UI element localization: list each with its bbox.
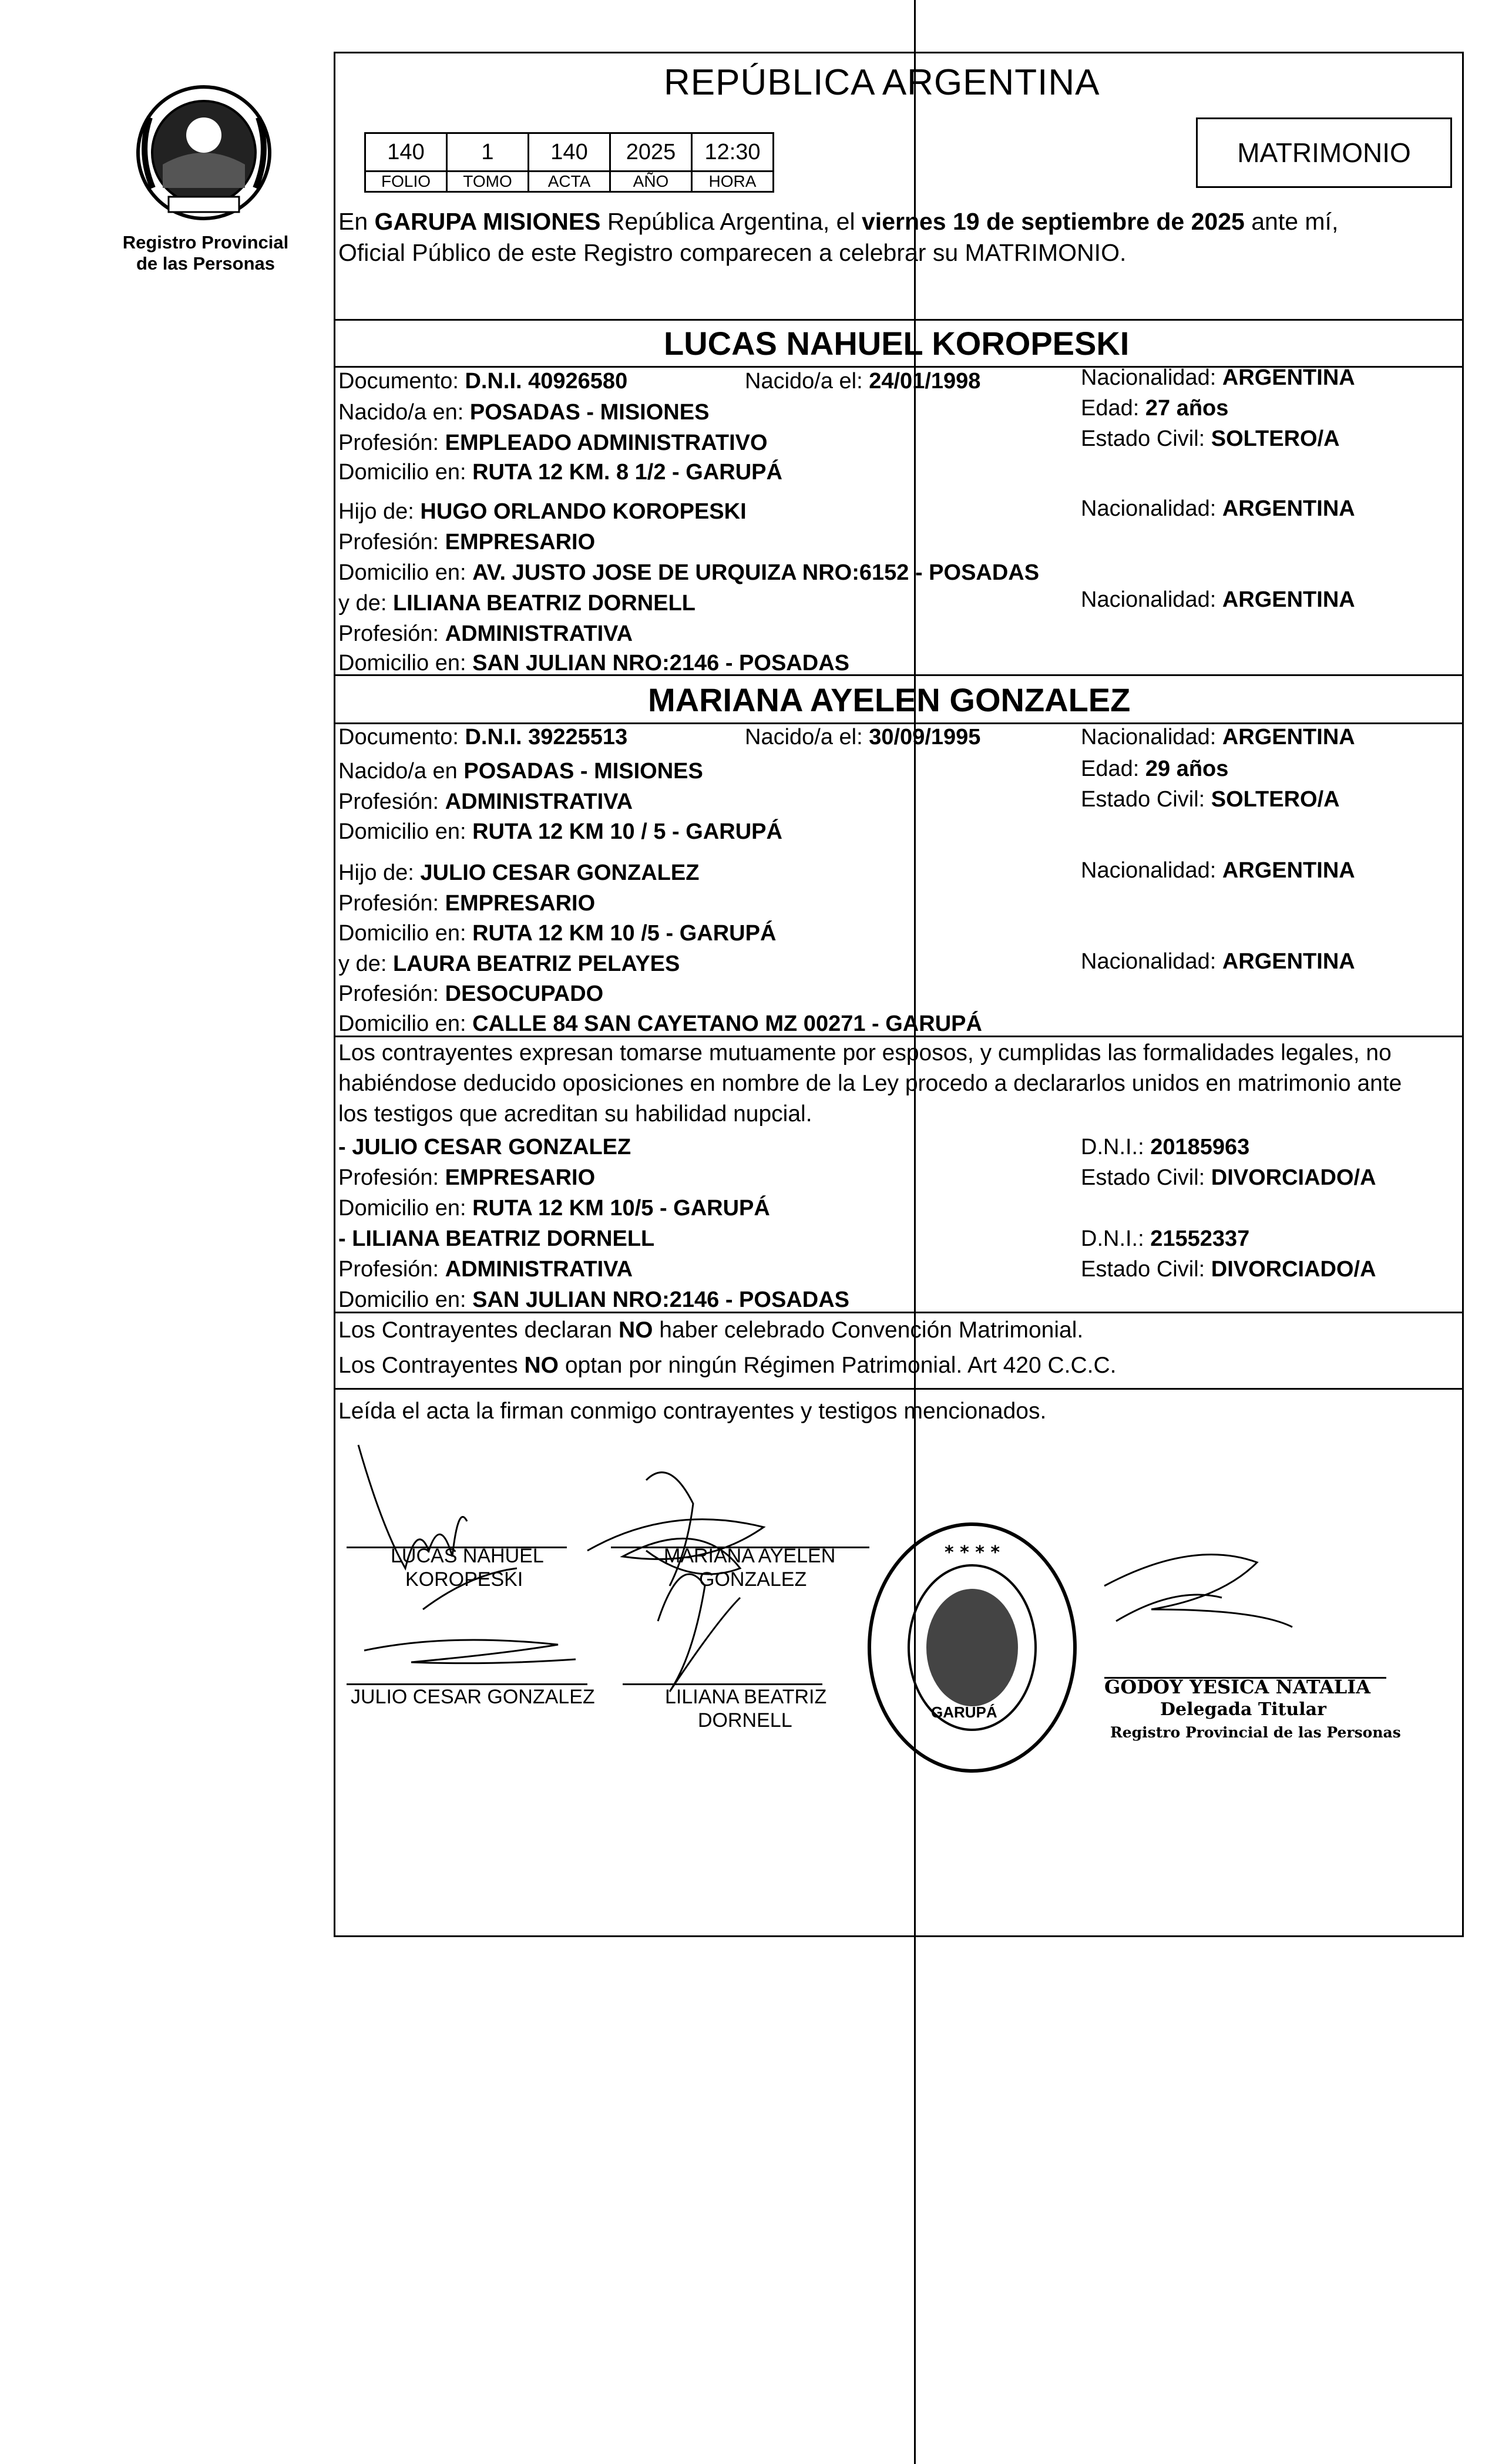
prof-label: Profesión: <box>338 981 445 1006</box>
spouse1-birth-row <box>745 367 980 396</box>
signature-official <box>1116 1595 1222 1621</box>
stamp-icon <box>861 1512 1084 1783</box>
doc-label: Documento: <box>338 725 465 749</box>
addr-label: Domicilio en: <box>338 560 473 585</box>
addr-label: Domicilio en: <box>338 460 473 485</box>
addr-label: Domicilio en: <box>338 921 473 946</box>
spouse2-nat-row <box>1081 722 1355 752</box>
nat-label: Nacionalidad: <box>1081 496 1222 521</box>
age-label: Edad: <box>1081 396 1145 421</box>
intro-line-1 <box>338 207 1338 236</box>
witness2-dni-row <box>1081 1224 1249 1253</box>
spouse1-father-nat: ARGENTINA <box>1222 496 1355 521</box>
svg-text:* * * *: * * * * <box>944 1542 1000 1563</box>
intro-text-b: República Argentina, el <box>600 208 862 235</box>
spouse2-age-row <box>1081 754 1228 784</box>
spouse2-civil-row <box>1081 785 1340 814</box>
spouse1-addr-row <box>338 458 782 487</box>
closing-text: Leída el acta la firman conmigo contrayentes y testigos mencionados. <box>338 1399 1047 1424</box>
year-value: 2025 <box>610 133 692 172</box>
spouse2-mother-addr-row <box>338 1009 982 1038</box>
mother-label: y de: <box>338 952 393 976</box>
convention-text: optan por ningún Régimen Patrimonial. Art 420 C.C.C. <box>559 1353 1117 1378</box>
spouse1-age-row <box>1081 394 1228 423</box>
convention-no: NO <box>618 1317 653 1343</box>
mother-label: y de: <box>338 591 393 616</box>
sig-liliana-line1: LILIANA BEATRIZ <box>665 1686 827 1708</box>
intro-text-c: ante mí, <box>1244 208 1339 235</box>
nat-label: Nacionalidad: <box>1081 949 1222 974</box>
spouse2-father-addr-row <box>338 919 776 948</box>
sig-julio: JULIO CESAR GONZALEZ <box>351 1686 595 1708</box>
stamp-bottom-text: GARUPÁ <box>931 1703 997 1721</box>
spouse1-mother-row <box>338 589 695 618</box>
spouse1-born: POSADAS - MISIONES <box>469 400 710 425</box>
spouse1-birth: 24/01/1998 <box>869 369 981 394</box>
spouse1-mother: LILIANA BEATRIZ DORNELL <box>392 591 696 616</box>
born-label: Nacido/a en <box>338 759 464 784</box>
spouse2-mother-nat: ARGENTINA <box>1222 949 1355 974</box>
spouse1-father-addr-row <box>338 558 1039 587</box>
dni-label: D.N.I.: <box>1081 1226 1151 1251</box>
spouse2-addr: RUTA 12 KM 10 / 5 - GARUPÁ <box>472 819 782 844</box>
addr-label: Domicilio en: <box>338 1288 473 1312</box>
folio-caption: FOLIO <box>365 172 447 192</box>
spouse1-father: HUGO ORLANDO KOROPESKI <box>420 499 747 524</box>
father-label: Hijo de: <box>338 499 421 524</box>
spouse2-father-nat-row <box>1081 856 1355 885</box>
intro-text-a: En <box>338 208 375 235</box>
nat-label: Nacionalidad: <box>1081 365 1222 390</box>
record-fields-table <box>364 132 774 193</box>
witness2-civil-row <box>1081 1255 1376 1284</box>
sig-liliana-line2: DORNELL <box>698 1709 792 1732</box>
hour-value: 12:30 <box>692 133 774 172</box>
spouse2-father-row <box>338 858 699 888</box>
divider <box>334 1388 1464 1390</box>
spouse1-prof: EMPLEADO ADMINISTRATIVO <box>445 431 768 455</box>
spouse1-nat: ARGENTINA <box>1222 365 1355 390</box>
nat-label: Nacionalidad: <box>1081 725 1222 749</box>
spouse1-mother-prof-row <box>338 619 633 648</box>
logo-caption-line2: de las Personas <box>136 253 275 274</box>
spouse2-mother-row <box>338 949 680 979</box>
spouse2-mother-prof-row <box>338 979 603 1009</box>
spouse1-addr: RUTA 12 KM. 8 1/2 - GARUPÁ <box>472 460 782 485</box>
prof-label: Profesión: <box>338 530 445 554</box>
spouse1-doc: D.N.I. 40926580 <box>465 369 628 394</box>
signature-mariana <box>646 1473 693 1586</box>
sig-mariana-line2: GONZALEZ <box>699 1568 807 1591</box>
spouse2-father-nat: ARGENTINA <box>1222 858 1355 883</box>
document-type-box: MATRIMONIO <box>1196 117 1452 188</box>
prof-label: Profesión: <box>338 1257 445 1282</box>
spouse1-mother-prof: ADMINISTRATIVA <box>445 621 633 646</box>
addr-label: Domicilio en: <box>338 1196 473 1221</box>
prof-label: Profesión: <box>338 1165 445 1190</box>
spouse1-civil-row <box>1081 424 1340 453</box>
spouse2-mother-prof: DESOCUPADO <box>445 981 604 1006</box>
spouse2-mother-nat-row <box>1081 947 1355 976</box>
doc-label: Documento: <box>338 369 465 394</box>
seal-icon <box>126 76 282 229</box>
addr-label: Domicilio en: <box>338 651 473 675</box>
witness1-civil: DIVORCIADO/A <box>1211 1165 1376 1190</box>
father-label: Hijo de: <box>338 860 421 885</box>
convention-no: NO <box>524 1353 559 1378</box>
logo-caption <box>115 232 297 274</box>
spouse2-mother: LAURA BEATRIZ PELAYES <box>392 952 680 976</box>
witness2-civil: DIVORCIADO/A <box>1211 1257 1376 1282</box>
civil-label: Estado Civil: <box>1081 787 1211 812</box>
born-label: Nacido/a en: <box>338 400 470 425</box>
witness2-name: - LILIANA BEATRIZ DORNELL <box>338 1226 655 1251</box>
spouse2-father: JULIO CESAR GONZALEZ <box>420 860 700 885</box>
witness1-dni-row <box>1081 1132 1249 1162</box>
acta-value: 140 <box>529 133 610 172</box>
spouse1-father-prof-row <box>338 527 595 557</box>
intro-place: GARUPA MISIONES <box>374 208 601 235</box>
birth-label: Nacido/a el: <box>745 369 869 394</box>
witness2-prof-row <box>338 1255 633 1284</box>
declaration-line-3: los testigos que acreditan su habilidad nupcial. <box>338 1101 812 1127</box>
spouse2-birth-row <box>745 722 980 752</box>
witness1-addr: RUTA 12 KM 10/5 - GARUPÁ <box>472 1196 770 1221</box>
signature-line <box>347 1683 587 1685</box>
witness2-prof: ADMINISTRATIVA <box>445 1257 633 1282</box>
official-stamp <box>861 1512 1084 1783</box>
spouse1-father-prof: EMPRESARIO <box>445 530 596 554</box>
convention-text: Los Contrayentes declaran <box>338 1317 619 1343</box>
year-caption: AÑO <box>610 172 692 192</box>
spouse1-doc-row <box>338 367 627 396</box>
civil-label: Estado Civil: <box>1081 1257 1211 1282</box>
signature-line <box>623 1683 822 1685</box>
witness1-prof-row <box>338 1163 595 1192</box>
spouse2-mother-addr: CALLE 84 SAN CAYETANO MZ 00271 - GARUPÁ <box>472 1011 982 1036</box>
spouse1-mother-nat: ARGENTINA <box>1222 587 1355 612</box>
spouse2-doc: D.N.I. 39225513 <box>465 725 628 749</box>
tomo-caption: TOMO <box>447 172 529 192</box>
prof-label: Profesión: <box>338 431 445 455</box>
spouse2-born-row <box>338 757 703 786</box>
spouse1-name: LUCAS NAHUEL KOROPESKI <box>664 325 1130 362</box>
intro-date: viernes 19 de septiembre de 2025 <box>862 208 1245 235</box>
logo-caption-line1: Registro Provincial <box>122 232 289 253</box>
spouse2-father-prof-row <box>338 889 595 918</box>
spouse1-born-row <box>338 398 709 427</box>
spouse2-civil: SOLTERO/A <box>1211 787 1340 812</box>
witness2-dni: 21552337 <box>1150 1226 1250 1251</box>
spouse1-civil: SOLTERO/A <box>1211 426 1340 451</box>
witness2-addr-row <box>338 1285 849 1315</box>
official-org: Registro Provincial de las Personas <box>1110 1724 1401 1741</box>
tomo-value: 1 <box>447 133 529 172</box>
age-label: Edad: <box>1081 757 1145 781</box>
sig-lucas-line2: KOROPESKI <box>405 1568 523 1591</box>
spouse2-father-prof: EMPRESARIO <box>445 891 596 916</box>
birth-label: Nacido/a el: <box>745 725 869 749</box>
intro-line-2: Oficial Público de este Registro comparecen a celebrar su MATRIMONIO. <box>338 239 1127 266</box>
divider <box>334 319 1464 321</box>
witness1-dni: 20185963 <box>1150 1135 1250 1159</box>
civil-label: Estado Civil: <box>1081 1165 1211 1190</box>
civil-label: Estado Civil: <box>1081 426 1211 451</box>
spouse2-prof: ADMINISTRATIVA <box>445 789 633 814</box>
witness1-addr-row <box>338 1194 770 1223</box>
prof-label: Profesión: <box>338 789 445 814</box>
sig-mariana-line1: MARIANA AYELEN <box>664 1545 836 1567</box>
spouse1-mother-nat-row <box>1081 585 1355 614</box>
witness1-civil-row <box>1081 1163 1376 1192</box>
convention-line-1 <box>338 1316 1083 1345</box>
signature-julio <box>364 1640 576 1663</box>
witness1-name: - JULIO CESAR GONZALEZ <box>338 1135 631 1159</box>
spouse2-nat: ARGENTINA <box>1222 725 1355 749</box>
spouse1-nat-row <box>1081 363 1355 392</box>
signature-liliana <box>658 1574 740 1692</box>
witness2-addr: SAN JULIAN NRO:2146 - POSADAS <box>472 1288 849 1312</box>
prof-label: Profesión: <box>338 621 445 646</box>
spouse2-addr-row <box>338 817 782 846</box>
spouse1-father-nat-row <box>1081 494 1355 523</box>
spouse1-mother-addr-row <box>338 648 849 678</box>
declaration-line-1: Los contrayentes expresan tomarse mutuamente por esposos, y cumplidas las formalidades legales, no <box>338 1040 1392 1065</box>
signature-official <box>1104 1555 1292 1627</box>
sig-lucas-line1: LUCAS NAHUEL <box>391 1545 544 1567</box>
spouse1-father-row <box>338 497 747 526</box>
spouse2-birth: 30/09/1995 <box>869 725 981 749</box>
spouse1-father-addr: AV. JUSTO JOSE DE URQUIZA NRO:6152 - POSADAS <box>472 560 1040 585</box>
declaration-line-2: habiéndose deducido oposiciones en nombre de la Ley procedo a declararlos unidos en matrimonio ante <box>338 1071 1402 1096</box>
spouse1-mother-addr: SAN JULIAN NRO:2146 - POSADAS <box>472 651 849 675</box>
spouse2-doc-row <box>338 722 627 752</box>
addr-label: Domicilio en: <box>338 819 473 844</box>
prof-label: Profesión: <box>338 891 445 916</box>
nat-label: Nacionalidad: <box>1081 587 1222 612</box>
spouse2-father-addr: RUTA 12 KM 10 /5 - GARUPÁ <box>472 921 777 946</box>
spouse2-born: POSADAS - MISIONES <box>463 759 703 784</box>
spouse2-age: 29 años <box>1145 757 1229 781</box>
page-title: REPÚBLICA ARGENTINA <box>664 62 1100 103</box>
folio-value: 140 <box>365 133 447 172</box>
convention-line-2 <box>338 1351 1117 1380</box>
spouse2-name: MARIANA AYELEN GONZALEZ <box>648 681 1131 718</box>
official-title: Delegada Titular <box>1160 1699 1326 1720</box>
acta-caption: ACTA <box>529 172 610 192</box>
convention-text: haber celebrado Convención Matrimonial. <box>653 1317 1084 1343</box>
spouse1-age: 27 años <box>1145 396 1229 421</box>
dni-label: D.N.I.: <box>1081 1135 1151 1159</box>
official-name: GODOY YESICA NATALIA <box>1104 1676 1371 1698</box>
spouse2-prof-row <box>338 787 633 816</box>
nat-label: Nacionalidad: <box>1081 858 1222 883</box>
witness1-prof: EMPRESARIO <box>445 1165 596 1190</box>
hour-caption: HORA <box>692 172 774 192</box>
convention-text: Los Contrayentes <box>338 1353 525 1378</box>
addr-label: Domicilio en: <box>338 1011 473 1036</box>
province-seal-logo <box>126 76 282 229</box>
spouse1-prof-row <box>338 428 768 458</box>
